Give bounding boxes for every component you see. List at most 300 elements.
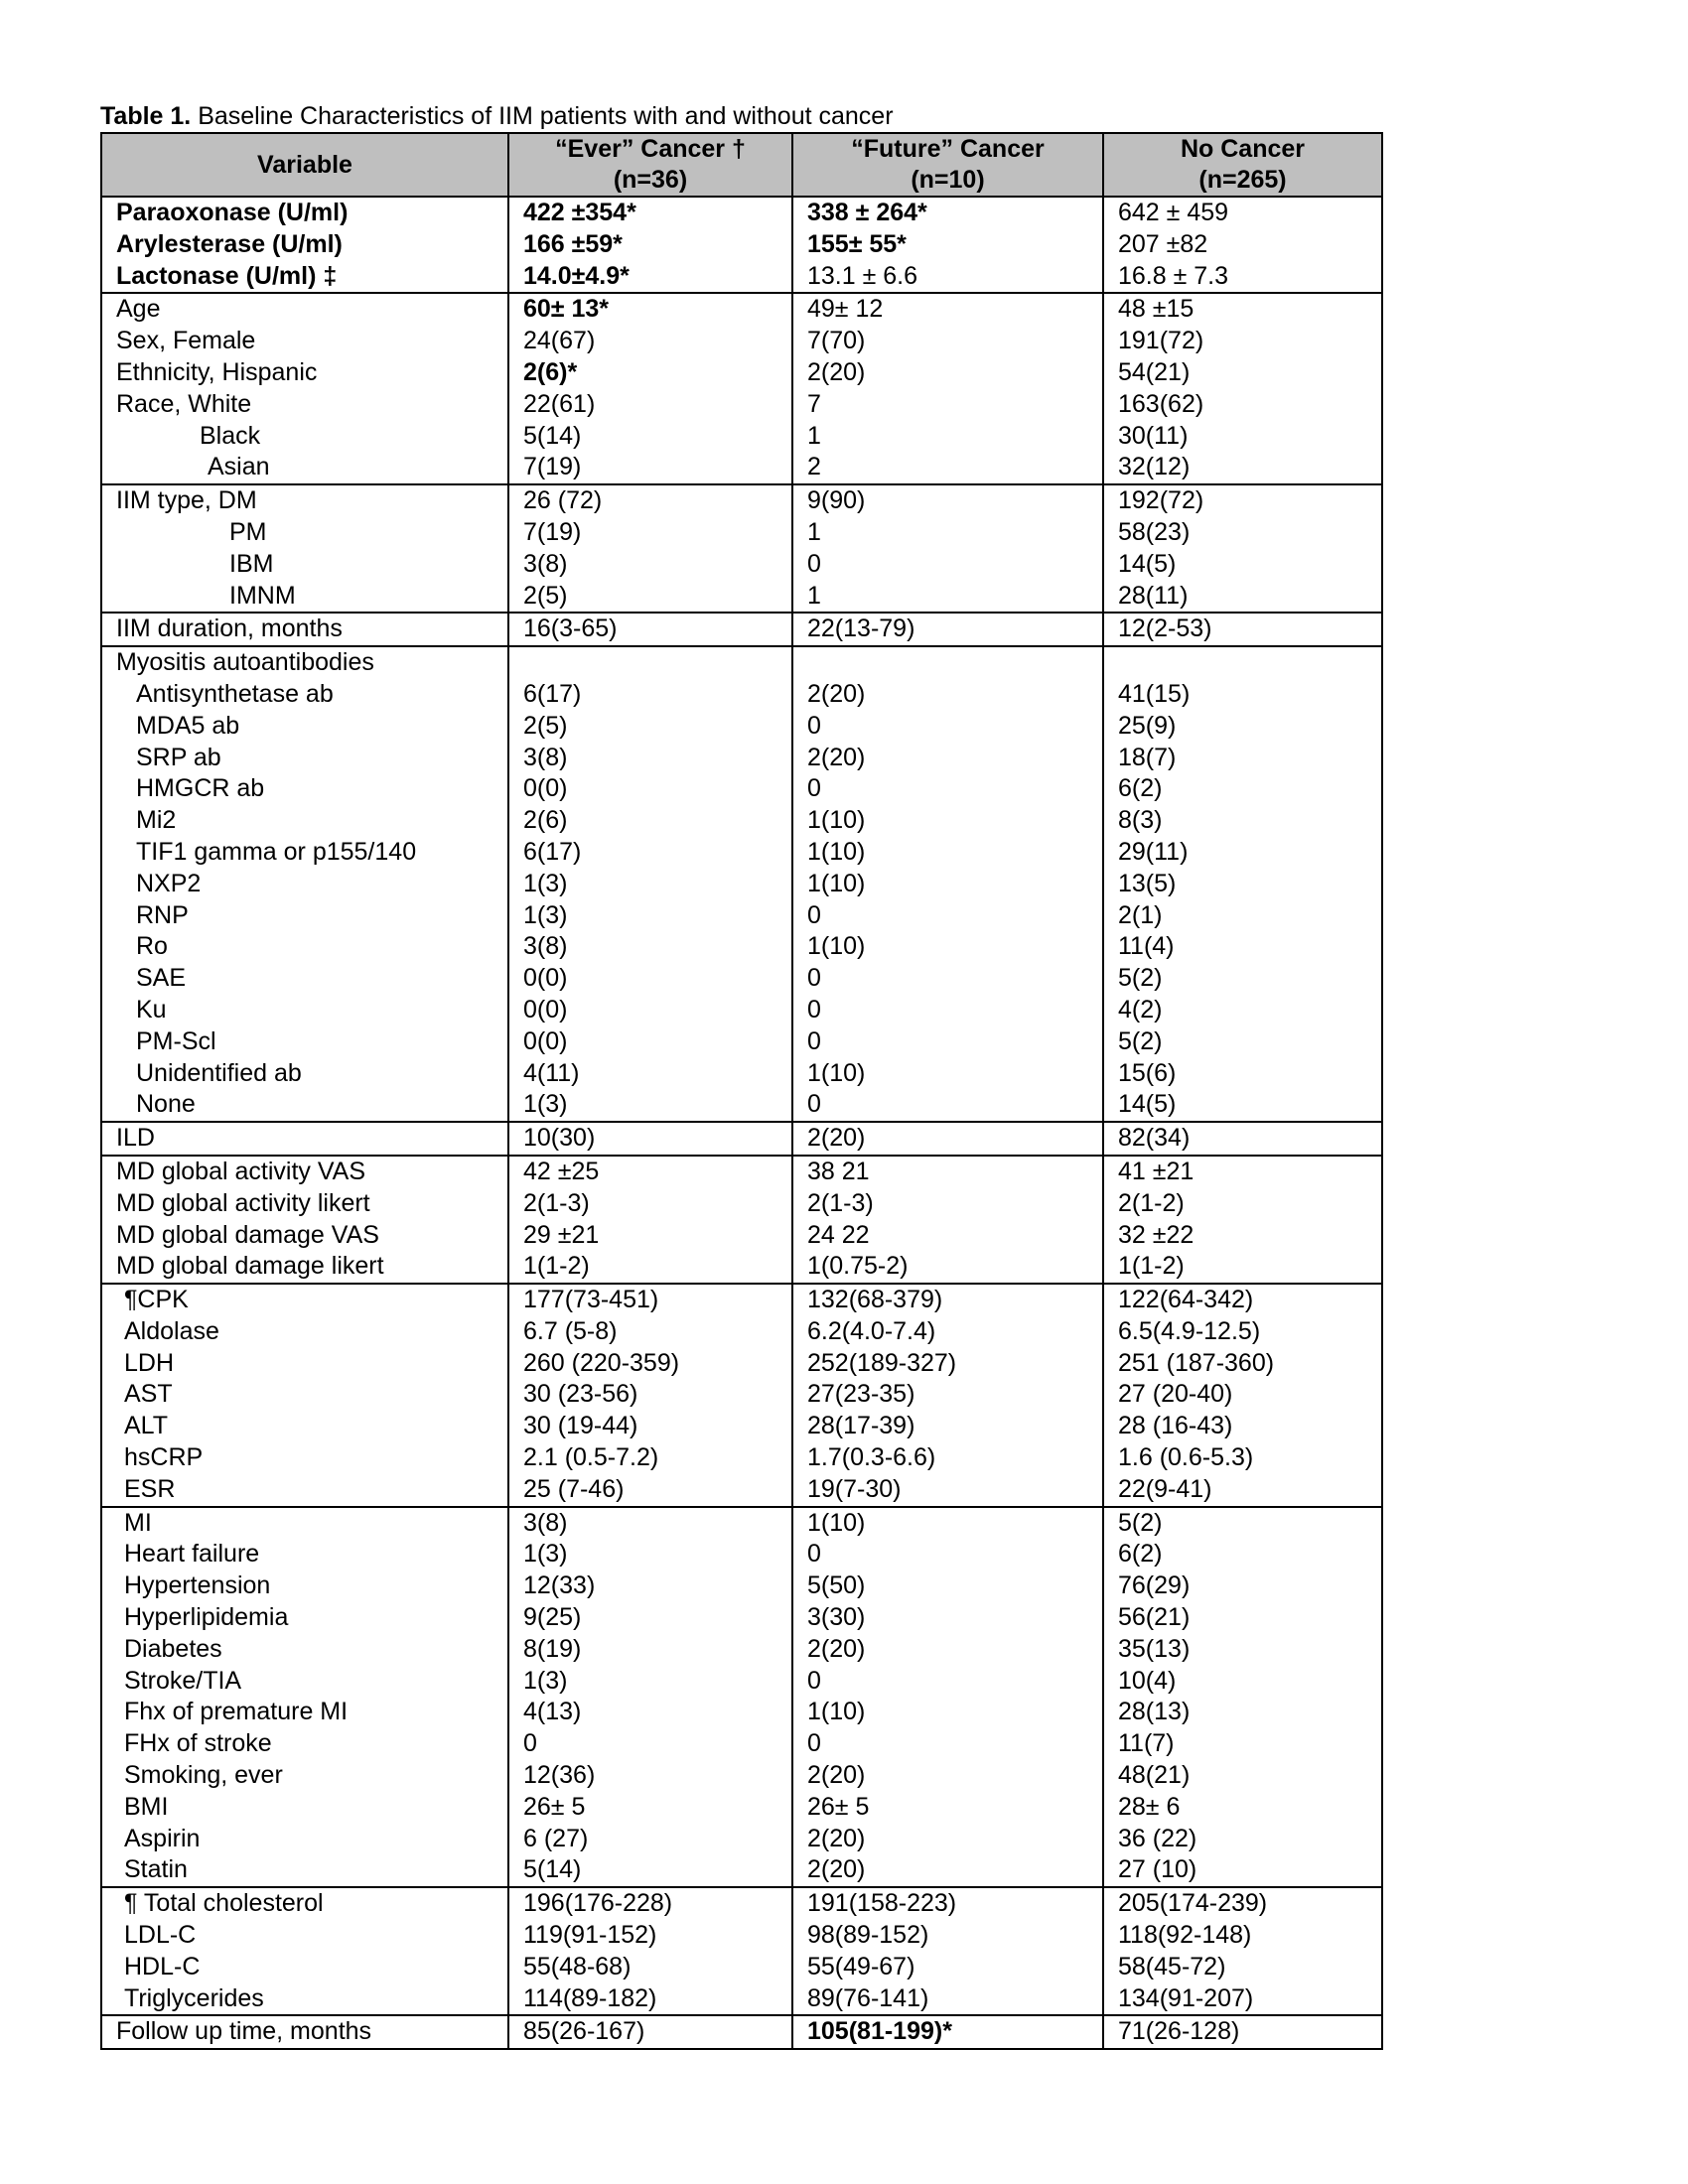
variable-cell: Unidentified ab <box>101 1058 508 1090</box>
table-header <box>101 133 1382 197</box>
value-cell: 29(11) <box>1103 837 1382 869</box>
row-group <box>101 1887 1382 2015</box>
value-cell: 2(20) <box>792 1760 1103 1792</box>
table-row <box>101 613 1382 646</box>
value-cell: 71(26-128) <box>1103 2015 1382 2049</box>
value-cell: 2(20) <box>792 1854 1103 1887</box>
table-row <box>101 1792 1382 1824</box>
value-cell: 19(7-30) <box>792 1474 1103 1507</box>
variable-cell: Mi2 <box>101 805 508 837</box>
table-row <box>101 1379 1382 1411</box>
variable-cell: ¶ Total cholesterol <box>101 1887 508 1920</box>
header-no-cancer <box>1103 133 1382 197</box>
table-row <box>101 837 1382 869</box>
value-cell: 13(5) <box>1103 869 1382 900</box>
value-cell: 252(189-327) <box>792 1348 1103 1380</box>
table-row <box>101 1539 1382 1570</box>
row-group <box>101 1122 1382 1156</box>
table-row <box>101 773 1382 805</box>
value-cell: 0 <box>792 995 1103 1026</box>
value-cell: 0 <box>792 1728 1103 1760</box>
variable-cell: FHx of stroke <box>101 1728 508 1760</box>
value-cell: 41(15) <box>1103 679 1382 711</box>
variable-cell: Fhx of premature MI <box>101 1697 508 1728</box>
value-cell: 42 ±25 <box>508 1156 792 1188</box>
value-cell: 49± 12 <box>792 293 1103 326</box>
value-cell: 26 (72) <box>508 484 792 517</box>
table-row <box>101 1058 1382 1090</box>
table-caption <box>100 101 1381 131</box>
value-cell: 10(30) <box>508 1122 792 1156</box>
header-future-cancer-n: (n=10) <box>911 166 985 194</box>
variable-cell: TIF1 gamma or p155/140 <box>101 837 508 869</box>
variable-cell: Asian <box>101 452 508 484</box>
table-row <box>101 1411 1382 1442</box>
table-row <box>101 1920 1382 1952</box>
table-row <box>101 484 1382 517</box>
value-cell: 163(62) <box>1103 389 1382 421</box>
table-row <box>101 1507 1382 1540</box>
value-cell: 58(23) <box>1103 517 1382 549</box>
variable-cell: NXP2 <box>101 869 508 900</box>
value-cell: 2(20) <box>792 1824 1103 1855</box>
value-cell: 6.5(4.9-12.5) <box>1103 1316 1382 1348</box>
table-row <box>101 1666 1382 1698</box>
value-cell: 5(14) <box>508 421 792 453</box>
table-row <box>101 963 1382 995</box>
variable-cell: PM-Scl <box>101 1026 508 1058</box>
variable-cell: Ku <box>101 995 508 1026</box>
variable-cell: MD global activity VAS <box>101 1156 508 1188</box>
table-row <box>101 1442 1382 1474</box>
value-cell: 192(72) <box>1103 484 1382 517</box>
value-cell: 4(13) <box>508 1697 792 1728</box>
variable-cell: Aldolase <box>101 1316 508 1348</box>
variable-cell: MD global damage VAS <box>101 1220 508 1252</box>
value-cell: 2(5) <box>508 581 792 614</box>
value-cell: 155± 55* <box>792 229 1103 261</box>
table-row <box>101 357 1382 389</box>
value-cell: 0(0) <box>508 1026 792 1058</box>
table-row <box>101 1602 1382 1634</box>
variable-cell: None <box>101 1089 508 1122</box>
value-cell: 2(1-2) <box>1103 1188 1382 1220</box>
value-cell: 0 <box>508 1728 792 1760</box>
table-row <box>101 1026 1382 1058</box>
header-ever-cancer-title: “Ever” Cancer † <box>555 135 746 163</box>
value-cell: 1(10) <box>792 931 1103 963</box>
value-cell: 9(25) <box>508 1602 792 1634</box>
variable-cell: IMNM <box>101 581 508 614</box>
value-cell: 10(4) <box>1103 1666 1382 1698</box>
variable-cell: Myositis autoantibodies <box>101 646 508 679</box>
value-cell <box>1103 646 1382 679</box>
value-cell: 6(2) <box>1103 1539 1382 1570</box>
row-group <box>101 293 1382 484</box>
value-cell <box>508 646 792 679</box>
header-variable <box>101 133 508 197</box>
value-cell: 4(2) <box>1103 995 1382 1026</box>
value-cell: 5(14) <box>508 1854 792 1887</box>
value-cell: 3(30) <box>792 1602 1103 1634</box>
row-group <box>101 2015 1382 2049</box>
value-cell: 2(6) <box>508 805 792 837</box>
value-cell: 55(49-67) <box>792 1952 1103 1983</box>
value-cell: 25(9) <box>1103 711 1382 743</box>
header-variable-label: Variable <box>257 150 352 179</box>
header-ever-cancer-n: (n=36) <box>613 166 688 194</box>
value-cell: 191(158-223) <box>792 1887 1103 1920</box>
variable-cell: IBM <box>101 549 508 581</box>
variable-cell: ILD <box>101 1122 508 1156</box>
variable-cell: Aspirin <box>101 1824 508 1855</box>
value-cell: 6(17) <box>508 837 792 869</box>
value-cell: 1(3) <box>508 1666 792 1698</box>
value-cell: 0 <box>792 773 1103 805</box>
table-row <box>101 743 1382 774</box>
variable-cell: Diabetes <box>101 1634 508 1666</box>
value-cell: 119(91-152) <box>508 1920 792 1952</box>
value-cell: 1 <box>792 581 1103 614</box>
value-cell: 2 <box>792 452 1103 484</box>
variable-cell: SRP ab <box>101 743 508 774</box>
variable-cell: MI <box>101 1507 508 1540</box>
value-cell: 28 (16-43) <box>1103 1411 1382 1442</box>
table-row <box>101 1824 1382 1855</box>
table-row <box>101 1728 1382 1760</box>
value-cell: 32 ±22 <box>1103 1220 1382 1252</box>
value-cell: 82(34) <box>1103 1122 1382 1156</box>
variable-cell: ¶CPK <box>101 1284 508 1316</box>
value-cell: 54(21) <box>1103 357 1382 389</box>
table-row <box>101 679 1382 711</box>
table-row <box>101 229 1382 261</box>
variable-cell: Race, White <box>101 389 508 421</box>
value-cell: 9(90) <box>792 484 1103 517</box>
table-row <box>101 1474 1382 1507</box>
value-cell: 122(64-342) <box>1103 1284 1382 1316</box>
value-cell: 0 <box>792 963 1103 995</box>
value-cell: 30(11) <box>1103 421 1382 453</box>
value-cell: 177(73-451) <box>508 1284 792 1316</box>
value-cell: 98(89-152) <box>792 1920 1103 1952</box>
variable-cell: Arylesterase (U/ml) <box>101 229 508 261</box>
value-cell: 0 <box>792 1539 1103 1570</box>
variable-cell: IIM duration, months <box>101 613 508 646</box>
value-cell: 22(9-41) <box>1103 1474 1382 1507</box>
variable-cell: Lactonase (U/ml) ‡ <box>101 261 508 294</box>
value-cell: 196(176-228) <box>508 1887 792 1920</box>
row-group <box>101 1507 1382 1888</box>
table-row <box>101 421 1382 453</box>
value-cell: 28(11) <box>1103 581 1382 614</box>
value-cell: 1(10) <box>792 805 1103 837</box>
table-row <box>101 1156 1382 1188</box>
value-cell: 114(89-182) <box>508 1983 792 2016</box>
value-cell: 55(48-68) <box>508 1952 792 1983</box>
value-cell: 338 ± 264* <box>792 197 1103 229</box>
table-row <box>101 2015 1382 2049</box>
value-cell: 11(7) <box>1103 1728 1382 1760</box>
value-cell: 2(20) <box>792 743 1103 774</box>
value-cell: 5(2) <box>1103 1507 1382 1540</box>
value-cell: 28(17-39) <box>792 1411 1103 1442</box>
value-cell: 28± 6 <box>1103 1792 1382 1824</box>
value-cell <box>792 646 1103 679</box>
value-cell: 7(19) <box>508 452 792 484</box>
variable-cell: AST <box>101 1379 508 1411</box>
row-group <box>101 1284 1382 1507</box>
table-row <box>101 261 1382 294</box>
header-future-cancer-title: “Future” Cancer <box>851 135 1045 163</box>
value-cell: 22(61) <box>508 389 792 421</box>
value-cell: 16(3-65) <box>508 613 792 646</box>
table-row <box>101 711 1382 743</box>
value-cell: 0 <box>792 900 1103 932</box>
value-cell: 89(76-141) <box>792 1983 1103 2016</box>
value-cell: 4(11) <box>508 1058 792 1090</box>
value-cell: 38 21 <box>792 1156 1103 1188</box>
table-row <box>101 1348 1382 1380</box>
value-cell: 2(20) <box>792 357 1103 389</box>
variable-cell: LDH <box>101 1348 508 1380</box>
table-row <box>101 1983 1382 2016</box>
variable-cell: RNP <box>101 900 508 932</box>
table-row <box>101 197 1382 229</box>
value-cell: 3(8) <box>508 549 792 581</box>
value-cell: 2(20) <box>792 1122 1103 1156</box>
variable-cell: Hyperlipidemia <box>101 1602 508 1634</box>
value-cell: 260 (220-359) <box>508 1348 792 1380</box>
value-cell: 1(1-2) <box>1103 1251 1382 1284</box>
value-cell: 41 ±21 <box>1103 1156 1382 1188</box>
table-row <box>101 1634 1382 1666</box>
variable-cell: hsCRP <box>101 1442 508 1474</box>
value-cell: 2(1-3) <box>508 1188 792 1220</box>
value-cell: 1(3) <box>508 1089 792 1122</box>
value-cell: 0 <box>792 1026 1103 1058</box>
value-cell: 2(6)* <box>508 357 792 389</box>
variable-cell: MD global activity likert <box>101 1188 508 1220</box>
variable-cell: SAE <box>101 963 508 995</box>
table-row <box>101 1760 1382 1792</box>
value-cell: 60± 13* <box>508 293 792 326</box>
value-cell: 18(7) <box>1103 743 1382 774</box>
value-cell: 29 ±21 <box>508 1220 792 1252</box>
value-cell: 25 (7-46) <box>508 1474 792 1507</box>
value-cell: 6(2) <box>1103 773 1382 805</box>
table-row <box>101 452 1382 484</box>
variable-cell: IIM type, DM <box>101 484 508 517</box>
value-cell: 22(13-79) <box>792 613 1103 646</box>
table-row <box>101 805 1382 837</box>
row-group <box>101 1156 1382 1284</box>
value-cell: 0 <box>792 711 1103 743</box>
table-row <box>101 1952 1382 1983</box>
variable-cell: Ro <box>101 931 508 963</box>
value-cell: 1(10) <box>792 1697 1103 1728</box>
table-row <box>101 389 1382 421</box>
value-cell: 1(10) <box>792 1507 1103 1540</box>
table-row <box>101 1570 1382 1602</box>
value-cell: 26± 5 <box>792 1792 1103 1824</box>
table-row <box>101 1122 1382 1156</box>
value-cell: 30 (23-56) <box>508 1379 792 1411</box>
value-cell: 12(2-53) <box>1103 613 1382 646</box>
value-cell: 0(0) <box>508 773 792 805</box>
variable-cell: LDL-C <box>101 1920 508 1952</box>
value-cell: 27 (10) <box>1103 1854 1382 1887</box>
value-cell: 1.7(0.3-6.6) <box>792 1442 1103 1474</box>
value-cell: 105(81-199)* <box>792 2015 1103 2049</box>
table-row <box>101 931 1382 963</box>
value-cell: 2(1-3) <box>792 1188 1103 1220</box>
value-cell: 14(5) <box>1103 549 1382 581</box>
value-cell: 36 (22) <box>1103 1824 1382 1855</box>
value-cell: 0 <box>792 1089 1103 1122</box>
table-row <box>101 326 1382 357</box>
variable-cell: Hypertension <box>101 1570 508 1602</box>
value-cell: 1(0.75-2) <box>792 1251 1103 1284</box>
value-cell: 0 <box>792 549 1103 581</box>
table-row <box>101 1089 1382 1122</box>
variable-cell: Statin <box>101 1854 508 1887</box>
variable-cell: Paraoxonase (U/ml) <box>101 197 508 229</box>
value-cell: 6 (27) <box>508 1824 792 1855</box>
value-cell: 1(3) <box>508 1539 792 1570</box>
value-cell: 32(12) <box>1103 452 1382 484</box>
caption-text: Baseline Characteristics of IIM patients with and without cancer <box>191 102 894 130</box>
variable-cell: HMGCR ab <box>101 773 508 805</box>
value-cell: 11(4) <box>1103 931 1382 963</box>
value-cell: 6(17) <box>508 679 792 711</box>
row-group <box>101 197 1382 293</box>
value-cell: 5(2) <box>1103 963 1382 995</box>
variable-cell: HDL-C <box>101 1952 508 1983</box>
value-cell: 0(0) <box>508 995 792 1026</box>
value-cell: 12(36) <box>508 1760 792 1792</box>
variable-cell: Sex, Female <box>101 326 508 357</box>
value-cell: 0 <box>792 1666 1103 1698</box>
value-cell: 14(5) <box>1103 1089 1382 1122</box>
value-cell: 1(3) <box>508 900 792 932</box>
value-cell: 3(8) <box>508 931 792 963</box>
table-row <box>101 1188 1382 1220</box>
table-row <box>101 517 1382 549</box>
table-row <box>101 869 1382 900</box>
value-cell: 205(174-239) <box>1103 1887 1382 1920</box>
baseline-characteristics-table <box>100 132 1383 2050</box>
value-cell: 3(8) <box>508 743 792 774</box>
value-cell: 85(26-167) <box>508 2015 792 2049</box>
variable-cell: ESR <box>101 1474 508 1507</box>
value-cell: 134(91-207) <box>1103 1983 1382 2016</box>
header-ever-cancer <box>508 133 792 197</box>
variable-cell: Smoking, ever <box>101 1760 508 1792</box>
header-row <box>101 133 1382 197</box>
table-row <box>101 1887 1382 1920</box>
variable-cell: Antisynthetase ab <box>101 679 508 711</box>
variable-cell: Stroke/TIA <box>101 1666 508 1698</box>
value-cell: 2(5) <box>508 711 792 743</box>
table-row <box>101 1697 1382 1728</box>
value-cell: 0(0) <box>508 963 792 995</box>
value-cell: 5(50) <box>792 1570 1103 1602</box>
value-cell: 27(23-35) <box>792 1379 1103 1411</box>
variable-cell: Black <box>101 421 508 453</box>
value-cell: 6.7 (5-8) <box>508 1316 792 1348</box>
value-cell: 16.8 ± 7.3 <box>1103 261 1382 294</box>
value-cell: 422 ±354* <box>508 197 792 229</box>
value-cell: 48 ±15 <box>1103 293 1382 326</box>
table-row <box>101 1316 1382 1348</box>
value-cell: 1(1-2) <box>508 1251 792 1284</box>
value-cell: 15(6) <box>1103 1058 1382 1090</box>
table-row <box>101 1284 1382 1316</box>
value-cell: 26± 5 <box>508 1792 792 1824</box>
variable-cell: MD global damage likert <box>101 1251 508 1284</box>
table-row <box>101 646 1382 679</box>
header-no-cancer-n: (n=265) <box>1198 166 1287 194</box>
table-row <box>101 1220 1382 1252</box>
table-row <box>101 549 1382 581</box>
value-cell: 48(21) <box>1103 1760 1382 1792</box>
value-cell: 24(67) <box>508 326 792 357</box>
value-cell: 76(29) <box>1103 1570 1382 1602</box>
value-cell: 132(68-379) <box>792 1284 1103 1316</box>
table-row <box>101 1251 1382 1284</box>
value-cell: 166 ±59* <box>508 229 792 261</box>
variable-cell: Triglycerides <box>101 1983 508 2016</box>
table-row <box>101 1854 1382 1887</box>
value-cell: 1(10) <box>792 869 1103 900</box>
variable-cell: Age <box>101 293 508 326</box>
value-cell: 1 <box>792 517 1103 549</box>
header-no-cancer-title: No Cancer <box>1180 135 1306 163</box>
value-cell: 207 ±82 <box>1103 229 1382 261</box>
table-row <box>101 581 1382 614</box>
value-cell: 118(92-148) <box>1103 1920 1382 1952</box>
value-cell: 56(21) <box>1103 1602 1382 1634</box>
variable-cell: Ethnicity, Hispanic <box>101 357 508 389</box>
value-cell: 6.2(4.0-7.4) <box>792 1316 1103 1348</box>
variable-cell: BMI <box>101 1792 508 1824</box>
value-cell: 642 ± 459 <box>1103 197 1382 229</box>
row-group <box>101 646 1382 1122</box>
table-row <box>101 900 1382 932</box>
value-cell: 8(3) <box>1103 805 1382 837</box>
value-cell: 13.1 ± 6.6 <box>792 261 1103 294</box>
value-cell: 1(10) <box>792 837 1103 869</box>
value-cell: 1 <box>792 421 1103 453</box>
value-cell: 30 (19-44) <box>508 1411 792 1442</box>
value-cell: 1(3) <box>508 869 792 900</box>
value-cell: 24 22 <box>792 1220 1103 1252</box>
row-group <box>101 484 1382 613</box>
variable-cell: ALT <box>101 1411 508 1442</box>
variable-cell: PM <box>101 517 508 549</box>
value-cell: 12(33) <box>508 1570 792 1602</box>
caption-label: Table 1. <box>100 102 192 130</box>
value-cell: 7(19) <box>508 517 792 549</box>
value-cell: 3(8) <box>508 1507 792 1540</box>
value-cell: 191(72) <box>1103 326 1382 357</box>
value-cell: 58(45-72) <box>1103 1952 1382 1983</box>
table-row <box>101 293 1382 326</box>
value-cell: 251 (187-360) <box>1103 1348 1382 1380</box>
header-future-cancer <box>792 133 1103 197</box>
document-page <box>100 101 1381 2050</box>
